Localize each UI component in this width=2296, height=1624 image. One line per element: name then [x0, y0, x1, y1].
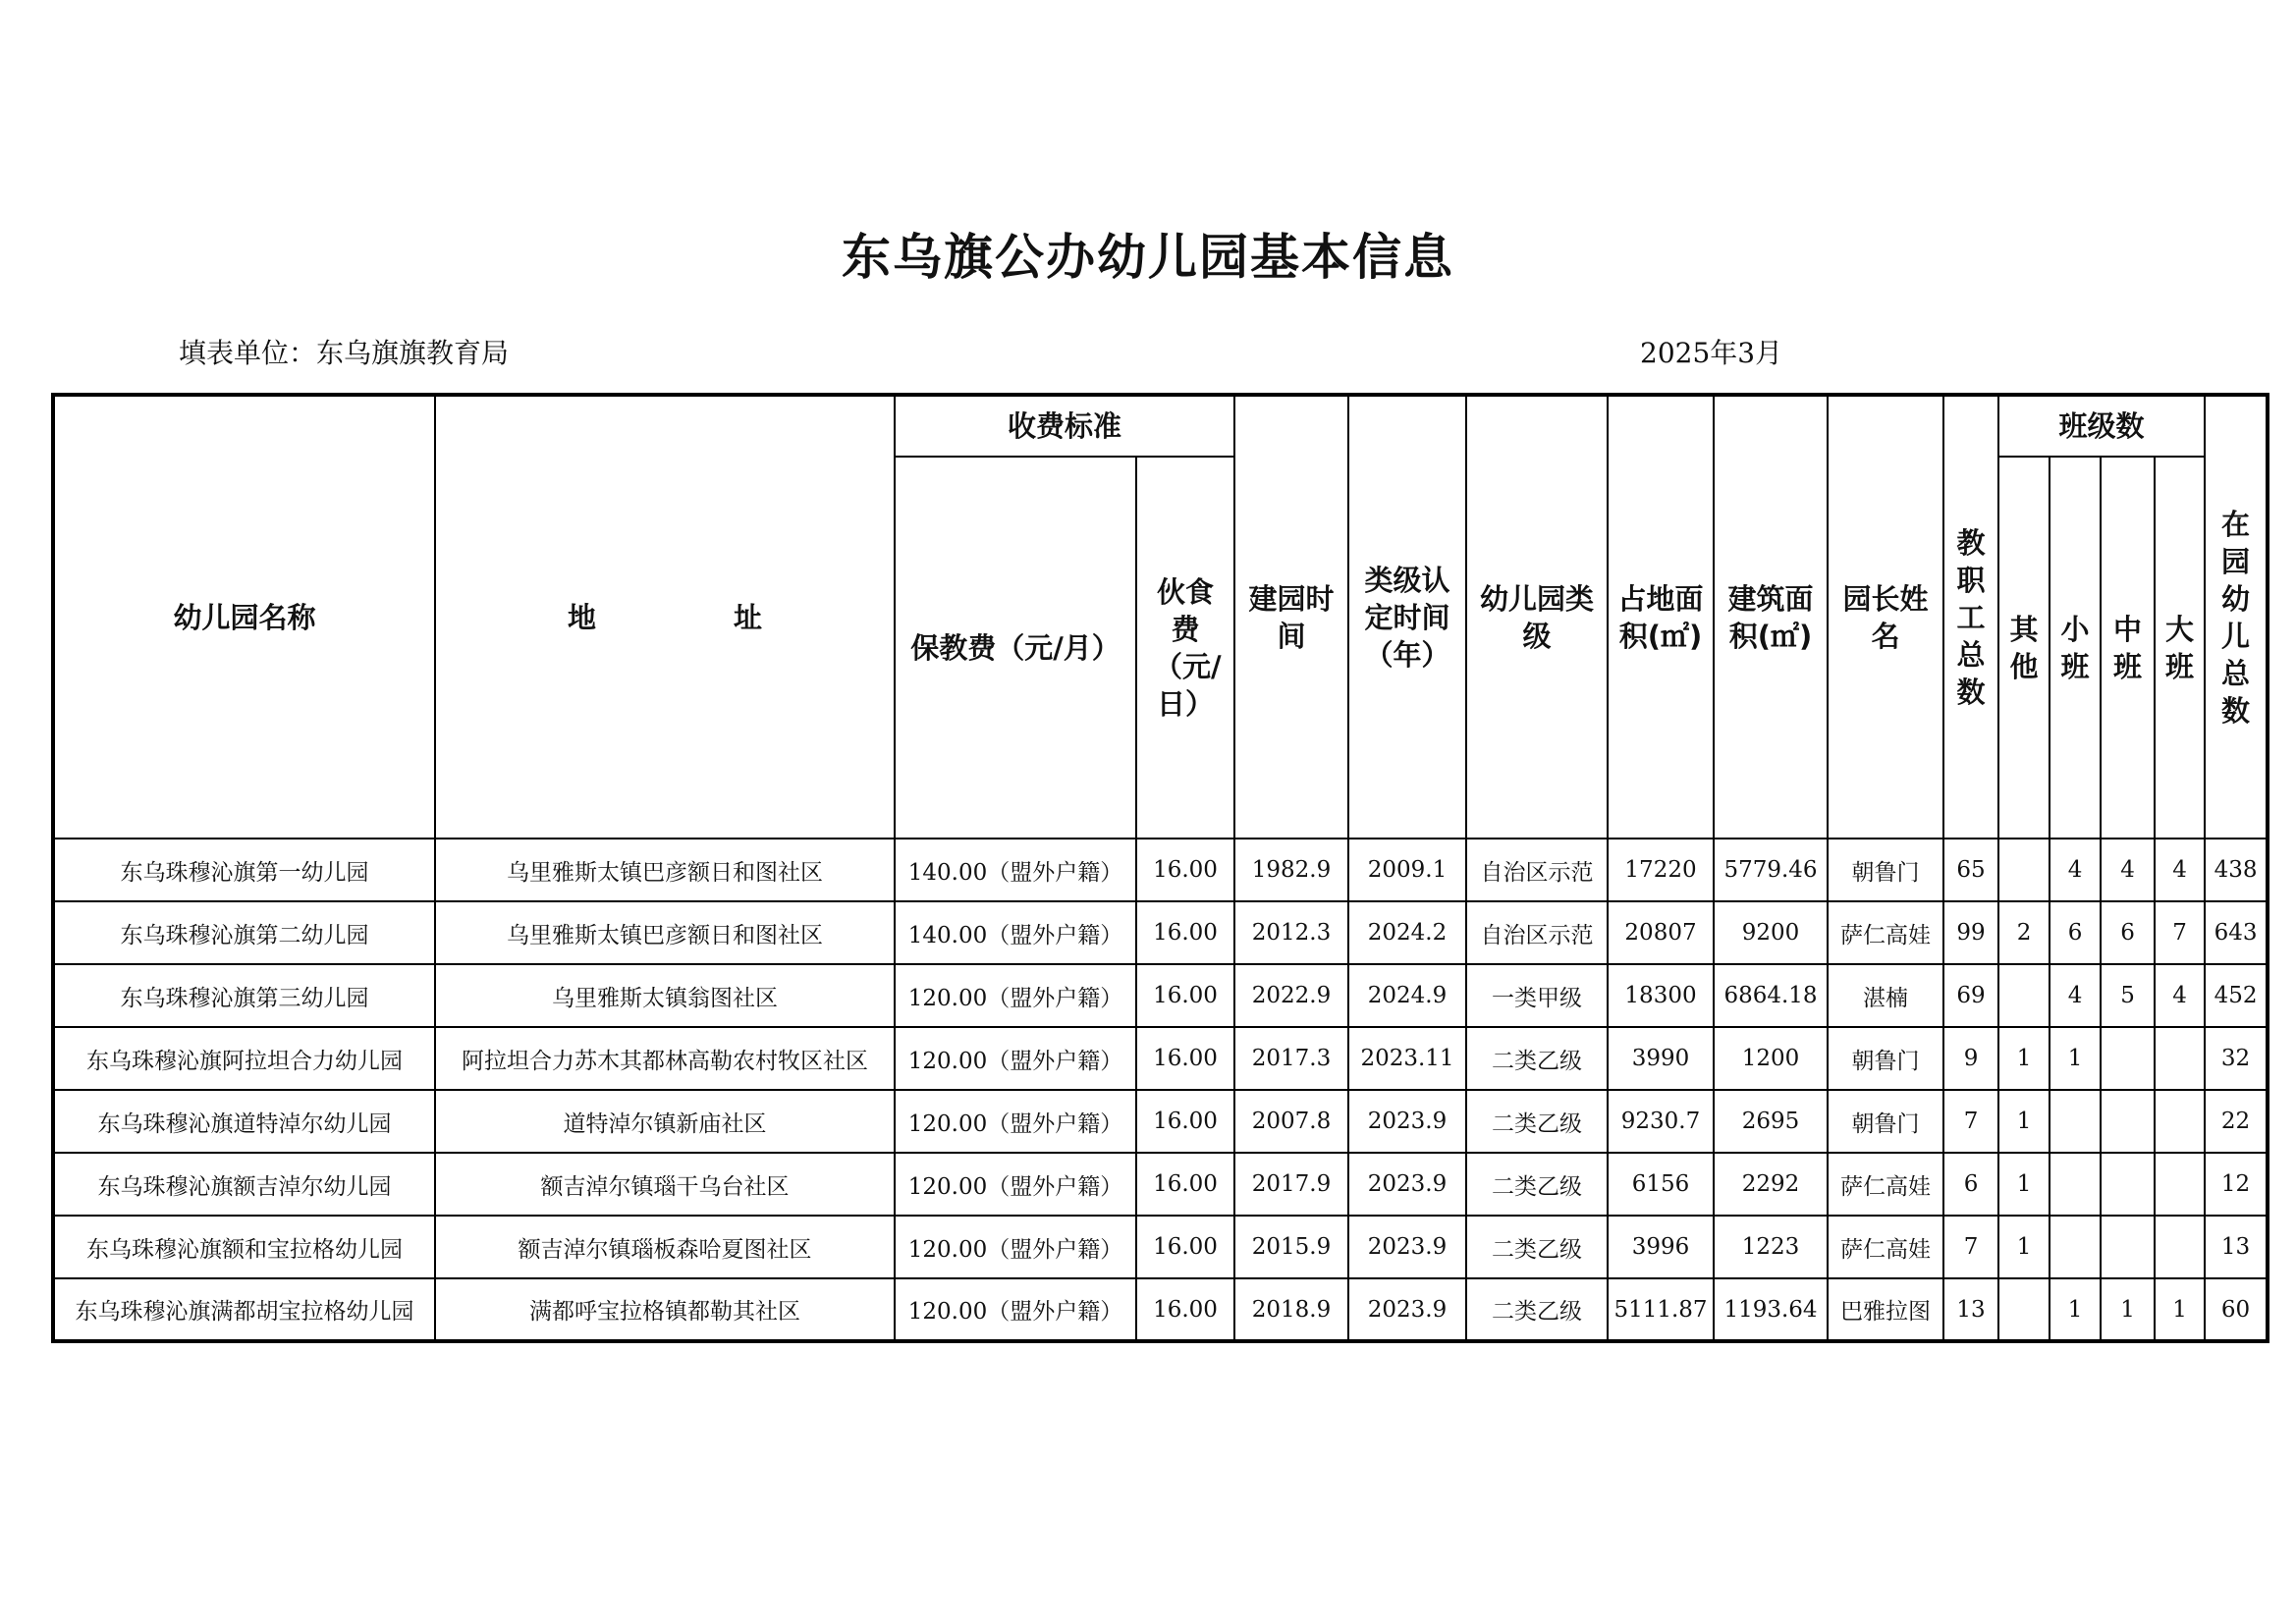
cell-founded: 2017.3 — [1234, 1027, 1348, 1090]
cell-meal-fee: 16.00 — [1136, 1216, 1234, 1278]
header-class-group: 班级数 — [1998, 395, 2205, 457]
cell-name: 东乌珠穆沁旗额吉淖尔幼儿园 — [53, 1153, 435, 1216]
cell-other — [1998, 964, 2050, 1027]
header-category: 幼儿园类级 — [1466, 395, 1608, 839]
cell-middle — [2101, 1153, 2155, 1216]
cell-care-fee: 140.00（盟外户籍） — [895, 839, 1136, 901]
cell-floor-area: 2695 — [1714, 1090, 1828, 1153]
cell-director: 巴雅拉图 — [1828, 1278, 1943, 1341]
cell-floor-area: 9200 — [1714, 901, 1828, 964]
cell-name: 东乌珠穆沁旗额和宝拉格幼儿园 — [53, 1216, 435, 1278]
cell-small — [2050, 1216, 2101, 1278]
cell-other: 2 — [1998, 901, 2050, 964]
cell-land-area: 3996 — [1608, 1216, 1714, 1278]
cell-other: 1 — [1998, 1090, 2050, 1153]
table-row — [53, 1090, 2268, 1153]
cell-name: 东乌珠穆沁旗第三幼儿园 — [53, 964, 435, 1027]
page-title: 东乌旗公办幼儿园基本信息 — [842, 229, 1454, 286]
cell-large — [2155, 1153, 2205, 1216]
cell-enrolled: 13 — [2205, 1216, 2268, 1278]
cell-category: 二类乙级 — [1466, 1153, 1608, 1216]
cell-land-area: 6156 — [1608, 1153, 1714, 1216]
header-enrolled: 在园幼儿总数 — [2205, 395, 2268, 839]
table-row — [53, 839, 2268, 901]
cell-floor-area: 1193.64 — [1714, 1278, 1828, 1341]
table-row — [53, 1027, 2268, 1090]
cell-staff: 7 — [1943, 1090, 1998, 1153]
cell-middle: 5 — [2101, 964, 2155, 1027]
cell-large — [2155, 1027, 2205, 1090]
header-small: 小班 — [2050, 457, 2101, 839]
cell-staff: 7 — [1943, 1216, 1998, 1278]
cell-category: 二类乙级 — [1466, 1278, 1608, 1341]
cell-address: 阿拉坦合力苏木其都林高勒农村牧区社区 — [435, 1027, 895, 1090]
cell-founded: 1982.9 — [1234, 839, 1348, 901]
cell-name: 东乌珠穆沁旗道特淖尔幼儿园 — [53, 1090, 435, 1153]
cell-rating-date: 2023.11 — [1348, 1027, 1466, 1090]
cell-address: 乌里雅斯太镇翁图社区 — [435, 964, 895, 1027]
cell-rating-date: 2009.1 — [1348, 839, 1466, 901]
cell-address: 满都呼宝拉格镇都勒其社区 — [435, 1278, 895, 1341]
cell-enrolled: 22 — [2205, 1090, 2268, 1153]
cell-staff: 6 — [1943, 1153, 1998, 1216]
cell-floor-area: 1223 — [1714, 1216, 1828, 1278]
header-land-area: 占地面积(㎡) — [1608, 395, 1714, 839]
cell-name: 东乌珠穆沁旗第二幼儿园 — [53, 901, 435, 964]
cell-founded: 2007.8 — [1234, 1090, 1348, 1153]
header-director: 园长姓名 — [1828, 395, 1943, 839]
table-row — [53, 1278, 2268, 1341]
header-fee-group: 收费标准 — [895, 395, 1234, 457]
header-founded: 建园时间 — [1234, 395, 1348, 839]
cell-care-fee: 120.00（盟外户籍） — [895, 1278, 1136, 1341]
cell-meal-fee: 16.00 — [1136, 1153, 1234, 1216]
cell-staff: 65 — [1943, 839, 1998, 901]
cell-category: 自治区示范 — [1466, 839, 1608, 901]
table-row — [53, 1216, 2268, 1278]
cell-enrolled: 438 — [2205, 839, 2268, 901]
cell-meal-fee: 16.00 — [1136, 1278, 1234, 1341]
cell-director: 萨仁高娃 — [1828, 901, 1943, 964]
cell-rating-date: 2023.9 — [1348, 1153, 1466, 1216]
header-address: 地 址 — [435, 395, 895, 839]
cell-category: 二类乙级 — [1466, 1027, 1608, 1090]
header-middle: 中班 — [2101, 457, 2155, 839]
cell-founded: 2022.9 — [1234, 964, 1348, 1027]
header-care-fee: 保教费（元/月） — [895, 457, 1136, 839]
cell-middle: 6 — [2101, 901, 2155, 964]
cell-floor-area: 6864.18 — [1714, 964, 1828, 1027]
cell-director: 萨仁高娃 — [1828, 1153, 1943, 1216]
cell-name: 东乌珠穆沁旗满都胡宝拉格幼儿园 — [53, 1278, 435, 1341]
cell-address: 额吉淖尔镇瑙干乌台社区 — [435, 1153, 895, 1216]
cell-address: 乌里雅斯太镇巴彦额日和图社区 — [435, 839, 895, 901]
cell-director: 朝鲁门 — [1828, 1027, 1943, 1090]
cell-large: 1 — [2155, 1278, 2205, 1341]
cell-care-fee: 120.00（盟外户籍） — [895, 964, 1136, 1027]
cell-land-area: 18300 — [1608, 964, 1714, 1027]
cell-address: 道特淖尔镇新庙社区 — [435, 1090, 895, 1153]
cell-care-fee: 120.00（盟外户籍） — [895, 1153, 1136, 1216]
cell-rating-date: 2023.9 — [1348, 1090, 1466, 1153]
cell-founded: 2015.9 — [1234, 1216, 1348, 1278]
cell-small: 1 — [2050, 1027, 2101, 1090]
cell-enrolled: 643 — [2205, 901, 2268, 964]
cell-other: 1 — [1998, 1216, 2050, 1278]
cell-staff: 99 — [1943, 901, 1998, 964]
cell-small — [2050, 1090, 2101, 1153]
cell-founded: 2018.9 — [1234, 1278, 1348, 1341]
cell-meal-fee: 16.00 — [1136, 964, 1234, 1027]
cell-care-fee: 120.00（盟外户籍） — [895, 1090, 1136, 1153]
cell-land-area: 9230.7 — [1608, 1090, 1714, 1153]
cell-small: 4 — [2050, 964, 2101, 1027]
cell-other: 1 — [1998, 1027, 2050, 1090]
cell-category: 一类甲级 — [1466, 964, 1608, 1027]
cell-land-area: 5111.87 — [1608, 1278, 1714, 1341]
cell-enrolled: 452 — [2205, 964, 2268, 1027]
cell-director: 朝鲁门 — [1828, 839, 1943, 901]
cell-name: 东乌珠穆沁旗阿拉坦合力幼儿园 — [53, 1027, 435, 1090]
cell-land-area: 17220 — [1608, 839, 1714, 901]
table-row — [53, 964, 2268, 1027]
cell-category: 自治区示范 — [1466, 901, 1608, 964]
cell-rating-date: 2023.9 — [1348, 1216, 1466, 1278]
cell-large: 7 — [2155, 901, 2205, 964]
cell-care-fee: 140.00（盟外户籍） — [895, 901, 1136, 964]
table-row — [53, 901, 2268, 964]
kindergarten-table — [51, 393, 2269, 1343]
header-other: 其他 — [1998, 457, 2050, 839]
cell-floor-area: 2292 — [1714, 1153, 1828, 1216]
cell-small: 6 — [2050, 901, 2101, 964]
filing-unit: 填表单位：东乌旗旗教育局 — [179, 337, 510, 369]
cell-care-fee: 120.00（盟外户籍） — [895, 1216, 1136, 1278]
cell-large: 4 — [2155, 839, 2205, 901]
cell-rating-date: 2024.9 — [1348, 964, 1466, 1027]
cell-other — [1998, 839, 2050, 901]
cell-middle: 4 — [2101, 839, 2155, 901]
cell-floor-area: 5779.46 — [1714, 839, 1828, 901]
cell-land-area: 3990 — [1608, 1027, 1714, 1090]
header-large: 大班 — [2155, 457, 2205, 839]
cell-staff: 13 — [1943, 1278, 1998, 1341]
cell-enrolled: 60 — [2205, 1278, 2268, 1341]
header-rating-date: 类级认定时间（年） — [1348, 395, 1466, 839]
cell-director: 湛楠 — [1828, 964, 1943, 1027]
cell-other: 1 — [1998, 1153, 2050, 1216]
cell-rating-date: 2024.2 — [1348, 901, 1466, 964]
cell-middle — [2101, 1027, 2155, 1090]
cell-enrolled: 12 — [2205, 1153, 2268, 1216]
cell-meal-fee: 16.00 — [1136, 839, 1234, 901]
cell-enrolled: 32 — [2205, 1027, 2268, 1090]
cell-small — [2050, 1153, 2101, 1216]
cell-small: 1 — [2050, 1278, 2101, 1341]
header-name: 幼儿园名称 — [53, 395, 435, 839]
cell-middle — [2101, 1216, 2155, 1278]
cell-staff: 69 — [1943, 964, 1998, 1027]
cell-founded: 2017.9 — [1234, 1153, 1348, 1216]
cell-meal-fee: 16.00 — [1136, 1027, 1234, 1090]
cell-director: 朝鲁门 — [1828, 1090, 1943, 1153]
table-row — [53, 1153, 2268, 1216]
cell-director: 萨仁高娃 — [1828, 1216, 1943, 1278]
cell-meal-fee: 16.00 — [1136, 1090, 1234, 1153]
cell-small: 4 — [2050, 839, 2101, 901]
cell-rating-date: 2023.9 — [1348, 1278, 1466, 1341]
cell-category: 二类乙级 — [1466, 1216, 1608, 1278]
cell-large — [2155, 1216, 2205, 1278]
cell-floor-area: 1200 — [1714, 1027, 1828, 1090]
header-meal-fee: 伙食费（元/日） — [1136, 457, 1234, 839]
cell-meal-fee: 16.00 — [1136, 901, 1234, 964]
cell-other — [1998, 1278, 2050, 1341]
cell-address: 乌里雅斯太镇巴彦额日和图社区 — [435, 901, 895, 964]
cell-middle: 1 — [2101, 1278, 2155, 1341]
cell-staff: 9 — [1943, 1027, 1998, 1090]
cell-address: 额吉淖尔镇瑙板森哈夏图社区 — [435, 1216, 895, 1278]
header-floor-area: 建筑面积(㎡) — [1714, 395, 1828, 839]
cell-land-area: 20807 — [1608, 901, 1714, 964]
cell-large: 4 — [2155, 964, 2205, 1027]
report-date: 2025年3月 — [1640, 337, 1783, 369]
header-staff: 教职工总数 — [1943, 395, 1998, 839]
cell-founded: 2012.3 — [1234, 901, 1348, 964]
cell-care-fee: 120.00（盟外户籍） — [895, 1027, 1136, 1090]
cell-category: 二类乙级 — [1466, 1090, 1608, 1153]
cell-middle — [2101, 1090, 2155, 1153]
cell-name: 东乌珠穆沁旗第一幼儿园 — [53, 839, 435, 901]
cell-large — [2155, 1090, 2205, 1153]
